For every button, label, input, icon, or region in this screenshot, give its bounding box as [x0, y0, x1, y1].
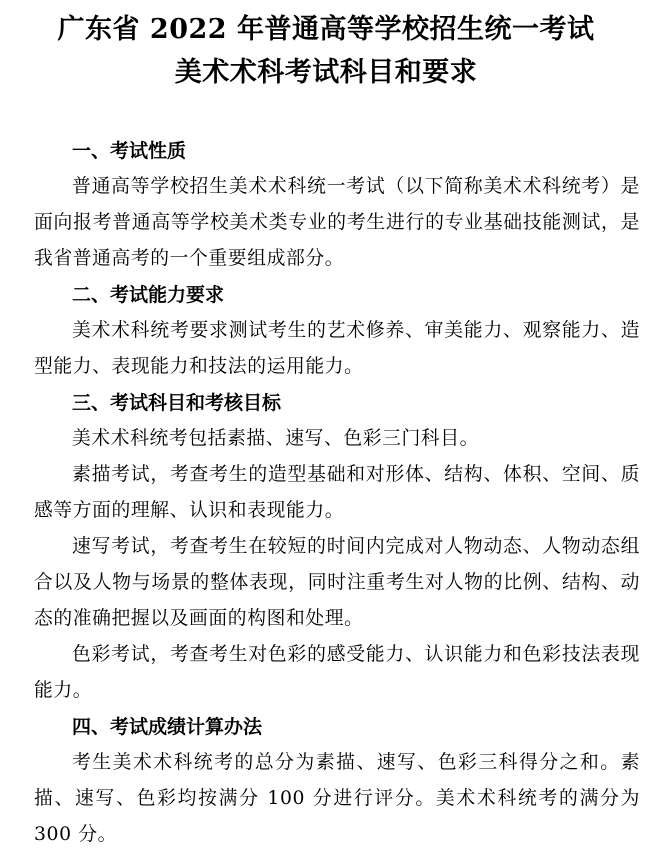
paragraph-score-calculation: 考生美术术科统考的总分为素描、速写、色彩三科得分之和。素描、速写、色彩均按满分 100 分进行评分。美术术科统考的满分为 300 分。 [34, 752, 640, 845]
paragraph-exam-nature: 普通高等学校招生美术术科统一考试（以下简称美术术科统考）是面向报考普通高等学校美术类专业的考生进行的专业基础技能测试，是我省普通高考的一个重要组成部分。 [34, 176, 640, 269]
section-heading-exam-nature: 一、考试性质 [72, 140, 187, 162]
paragraph-quick-sketch-exam: 速写考试，考查考生在较短的时间内完成对人物动态、人物动态组合以及人物与场景的整体表现，同时注重考生对人物的比例、结构、动态的准确把握以及画面的构图和处理。 [34, 536, 640, 629]
paragraph-ability-requirements: 美术术科统考要求测试考生的艺术修养、审美能力、观察能力、造型能力、表现能力和技法的运用能力。 [34, 320, 640, 377]
paragraph-sketch-exam: 素描考试，考查考生的造型基础和对形体、结构、体积、空间、质感等方面的理解、认识和表现能力。 [34, 464, 640, 521]
section-heading-subjects-and-goals: 三、考试科目和考核目标 [72, 392, 282, 414]
document-title-line-1: 广东省 2022 年普通高等学校招生统一考试 [57, 14, 595, 45]
paragraph-color-exam: 色彩考试，考查考生对色彩的感受能力、认识能力和色彩技法表现能力。 [34, 644, 640, 701]
section-heading-ability-requirements: 二、考试能力要求 [72, 284, 225, 306]
section-heading-score-calculation: 四、考试成绩计算办法 [72, 716, 263, 738]
paragraph-subjects-overview: 美术术科统考包括素描、速写、色彩三门科目。 [72, 428, 480, 449]
document-title-line-2: 美术术科考试科目和要求 [174, 57, 478, 88]
